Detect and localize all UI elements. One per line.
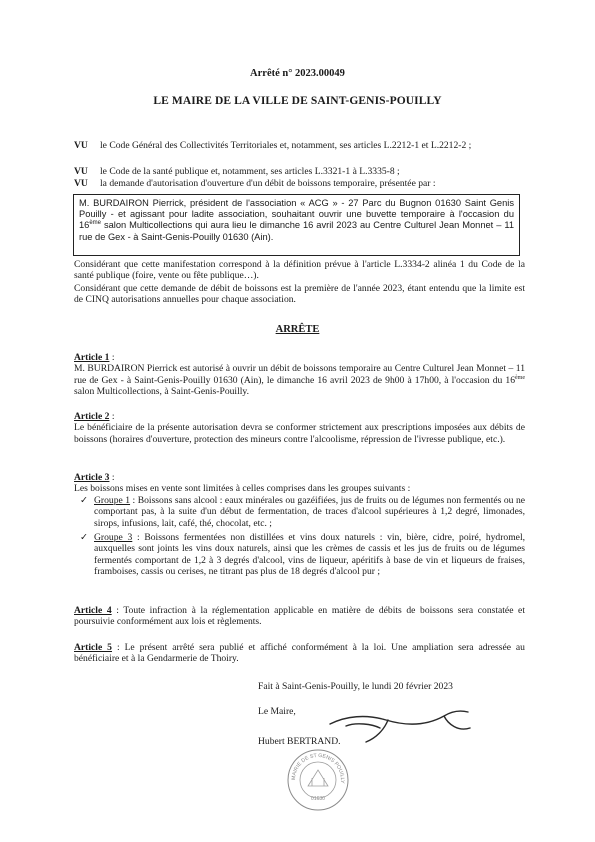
article-4 [74,605,525,628]
article-2-sep: : [109,411,115,422]
vu-key: VU [74,178,88,189]
considerant-1: Considérant que cette manifestation correspond à la définition prévue à l'article L.3334-2 alinéa 1 du Code de la santé publique (foire, vente ou fête publique…). [74,259,525,282]
stamp-postcode: 01630 [311,796,325,802]
article-5-text: Le présent arrêté sera publié et affiché conformément à la loi. Une ampliation sera adressée au bénéficiaire et à la Gendarmerie de Thoiry. [74,642,525,665]
stamp-text: MAIRIE DE ST GENIS POUILLY [290,752,346,784]
vu-text: le Code de la santé publique et, notamment, ses articles L.3321-1 à L.3335-8 ; [100,166,400,177]
article-4-label: Article 4 [74,605,112,616]
signatory-role: Le Maire, [258,706,296,717]
group-1-text [94,495,525,529]
article-1-label: Article 1 [74,352,110,363]
vu-text: la demande d'autorisation d'ouverture d'un débit de boissons temporaire, présentée par : [100,178,436,189]
decree-heading: ARRÊTE [275,324,320,335]
request-ordinal: ème [89,220,102,227]
article-2-text: Le bénéficiaire de la présente autorisation devra se conformer strictement aux prescriptions imposées aux débits de boissons (horaires d'ouverture, protection des mineurs contre l'alcoolisme, répression de l'ivresse publique, etc.). [74,422,525,445]
article-5-label: Article 5 [74,642,112,653]
place-date: Fait à Saint-Genis-Pouilly, le lundi 20 février 2023 [258,681,453,692]
vu-text: le Code Général des Collectivités Territoriales et, notamment, ses articles L.2212-1 et L.2212-2 ; [100,140,472,151]
article-5-sep: : [111,642,125,653]
vu-key: VU [74,166,88,177]
request-box [73,194,520,256]
article-2-label: Article 2 [74,411,110,422]
request-text-end: salon Multicollections qui aura lieu le dimanche 16 avril 2023 au Centre Culturel Jean Monnet – 11 rue de Gex - à Saint-Genis-Pouilly 01630 (Ain). [79,220,514,242]
article-4-sep: : [111,605,124,616]
article-1-sep: : [109,352,115,363]
mairie-stamp [286,748,350,812]
article-3-label: Article 3 [74,472,110,483]
article-3 [74,472,525,495]
considerant-2: Considérant que cette demande de débit de boissons est la première de l'année 2023, étant entendu que la limite est de CINQ autorisations annuelles pour chaque association. [74,283,525,306]
group-3-name: Groupe 3 [94,532,133,543]
arrete-number: Arrêté n° 2023.00049 [250,68,345,79]
group-1-name: Groupe 1 [94,495,131,506]
vu-key: VU [74,140,88,151]
issuing-authority: LE MAIRE DE LA VILLE DE SAINT-GENIS-POUILLY [153,95,442,107]
article-1-ordinal: ème [515,374,525,381]
checkmark-icon: ✓ [80,532,89,543]
group-1-description: : Boissons sans alcool : eaux minérales ou gazéifiées, jus de fruits ou de légumes non fermentés ou ne comportant pas, à la suite d'un début de fermentation, de traces d'alcool supérieures à 1,2 degré, limonades, sirops, infusions, lait, café, thé, chocolat, etc. ; [94,495,526,529]
article-1-text-end: salon Multicollections, à Saint-Genis-Pouilly. [74,386,249,398]
article-5 [74,642,525,665]
group-3-text [94,532,525,578]
article-2 [74,411,525,445]
signatory-name: Hubert BERTRAND. [258,736,341,747]
request-text: M. BURDAIRON Pierrick, président de l'association « ACG » - 27 Parc du Bugnon 01630 Saint Genis Pouilly - et agissant pour ladite association, souhaitant ouvrir une buvette temporaire à l'occasion du 16 [79,198,514,231]
group-3-description: : Boissons fermentées non distillées et vins doux naturels : vin, bière, cidre, poiré, hydromel, auxquelles sont joints les vins doux naturels, ainsi que les crèmes de cassis et les jus de fruits ou de légumes fermentés comportant de 1,2 à 3 degrés d'alcool, vins de liqueur, apéritifs à base de vin et liqueurs de fraises, framboises, cassis ou cerises, ne titrant pas plus de 18 degrés d'alcool pur ; [94,532,526,578]
handwritten-signature [326,702,476,748]
checkmark-icon: ✓ [80,495,89,506]
article-3-intro: Les boissons mises en vente sont limitées à celles comprises dans les groupes suivants : [74,483,411,495]
article-3-sep: : [109,472,115,483]
article-1-text: M. BURDAIRON Pierrick est autorisé à ouvrir un débit de boissons temporaire au Centre Culturel Jean Monnet – 11 rue de Gex - à Saint-Genis-Pouilly 01630 (Ain), le dimanche 16 avril 2023 de 9h00 à 17h00, à l'occasion du 16 [74,363,525,386]
article-1 [74,352,525,398]
article-4-text: Toute infraction à la réglementation applicable en matière de débits de boissons sera constatée et poursuivie conformément aux lois et règlements. [74,605,525,628]
